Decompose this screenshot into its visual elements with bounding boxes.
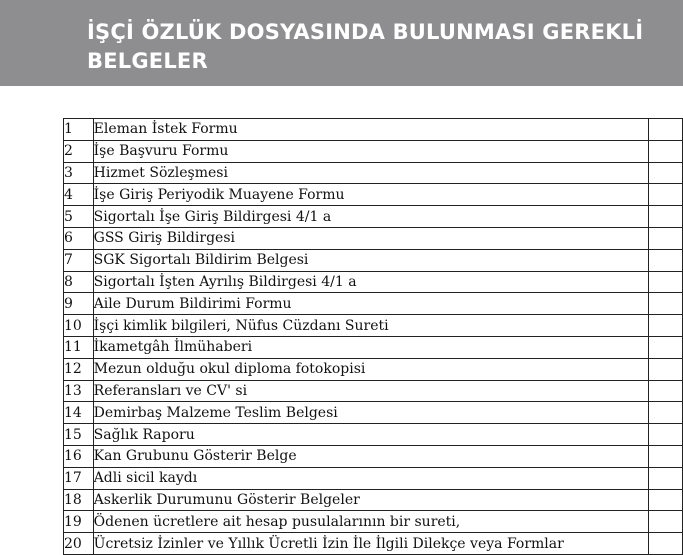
table-row xyxy=(64,315,683,337)
table-row xyxy=(64,206,683,228)
table-row xyxy=(64,358,683,380)
check-cell xyxy=(649,445,683,467)
row-number: 4 xyxy=(64,184,94,206)
table-row xyxy=(64,249,683,271)
row-number: 14 xyxy=(64,402,94,424)
row-number: 11 xyxy=(64,336,94,358)
row-number: 10 xyxy=(64,315,94,337)
document-name: SGK Sigortalı Bildirim Belgesi xyxy=(93,249,649,271)
document-name: Eleman İstek Formu xyxy=(93,119,649,141)
document-name: GSS Giriş Bildirgesi xyxy=(93,227,649,249)
table-row xyxy=(64,271,683,293)
page-title: İŞÇİ ÖZLÜK DOSYASINDA BULUNMASI GEREKLİ BELGELER xyxy=(87,20,644,73)
check-cell xyxy=(649,293,683,315)
check-cell xyxy=(649,119,683,141)
document-name: Adli sicil kaydı xyxy=(93,467,649,489)
header-banner xyxy=(0,0,683,86)
table-row xyxy=(64,336,683,358)
document-name: Demirbaş Malzeme Teslim Belgesi xyxy=(93,402,649,424)
row-number: 5 xyxy=(64,206,94,228)
row-number: 20 xyxy=(64,533,94,555)
check-cell xyxy=(649,402,683,424)
row-number: 16 xyxy=(64,445,94,467)
document-name: Sağlık Raporu xyxy=(93,424,649,446)
table-row xyxy=(64,402,683,424)
row-number: 15 xyxy=(64,424,94,446)
check-cell xyxy=(649,249,683,271)
row-number: 6 xyxy=(64,227,94,249)
row-number: 17 xyxy=(64,467,94,489)
check-cell xyxy=(649,467,683,489)
document-name: Mezun olduğu okul diploma fotokopisi xyxy=(93,358,649,380)
row-number: 8 xyxy=(64,271,94,293)
documents-table xyxy=(63,118,683,555)
check-cell xyxy=(649,206,683,228)
row-number: 7 xyxy=(64,249,94,271)
table-row xyxy=(64,227,683,249)
row-number: 12 xyxy=(64,358,94,380)
document-name: Kan Grubunu Gösterir Belge xyxy=(93,445,649,467)
row-number: 13 xyxy=(64,380,94,402)
document-name: Referansları ve CV' si xyxy=(93,380,649,402)
document-name: Hizmet Sözleşmesi xyxy=(93,162,649,184)
check-cell xyxy=(649,336,683,358)
table-row xyxy=(64,533,683,555)
documents-table-body xyxy=(64,119,683,555)
table-row xyxy=(64,511,683,533)
check-cell xyxy=(649,489,683,511)
table-row xyxy=(64,184,683,206)
row-number: 9 xyxy=(64,293,94,315)
check-cell xyxy=(649,140,683,162)
check-cell xyxy=(649,358,683,380)
check-cell xyxy=(649,315,683,337)
row-number: 3 xyxy=(64,162,94,184)
check-cell xyxy=(649,227,683,249)
check-cell xyxy=(649,380,683,402)
document-name: İşçi kimlik bilgileri, Nüfus Cüzdanı Sureti xyxy=(93,315,649,337)
table-row xyxy=(64,380,683,402)
document-name: İşe Giriş Periyodik Muayene Formu xyxy=(93,184,649,206)
check-cell xyxy=(649,184,683,206)
document-name: Askerlik Durumunu Gösterir Belgeler xyxy=(93,489,649,511)
document-name: Sigortalı İşten Ayrılış Bildirgesi 4/1 a xyxy=(93,271,649,293)
row-number: 2 xyxy=(64,140,94,162)
document-name: İşe Başvuru Formu xyxy=(93,140,649,162)
check-cell xyxy=(649,511,683,533)
check-cell xyxy=(649,271,683,293)
table-row xyxy=(64,140,683,162)
table-row xyxy=(64,293,683,315)
table-row xyxy=(64,489,683,511)
document-name: Aile Durum Bildirimi Formu xyxy=(93,293,649,315)
document-name: İkametgâh İlmühaberi xyxy=(93,336,649,358)
document-name: Ücretsiz İzinler ve Yıllık Ücretli İzin İle İlgili Dilekçe veya Formlar xyxy=(93,533,649,555)
table-row xyxy=(64,162,683,184)
table-row xyxy=(64,467,683,489)
document-name: Ödenen ücretlere ait hesap pusulalarının bir sureti, xyxy=(93,511,649,533)
check-cell xyxy=(649,533,683,555)
table-row xyxy=(64,445,683,467)
check-cell xyxy=(649,424,683,446)
row-number: 1 xyxy=(64,119,94,141)
row-number: 18 xyxy=(64,489,94,511)
document-name: Sigortalı İşe Giriş Bildirgesi 4/1 a xyxy=(93,206,649,228)
table-row xyxy=(64,119,683,141)
check-cell xyxy=(649,162,683,184)
row-number: 19 xyxy=(64,511,94,533)
table-row xyxy=(64,424,683,446)
